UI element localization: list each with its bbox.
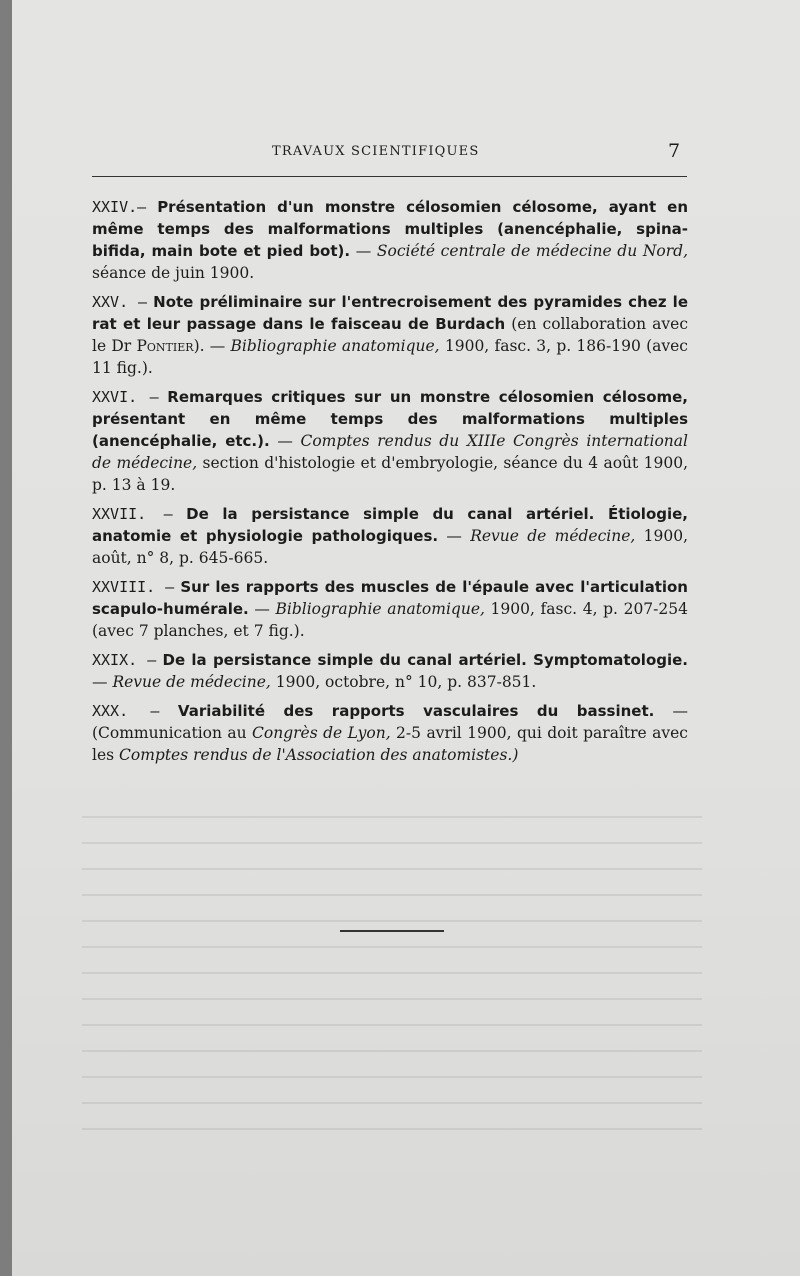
entry-source: Revue de médecine, — [470, 527, 636, 545]
entry-number: XXVIII. — — [92, 578, 175, 596]
entry-number: XXVI. — — [92, 388, 159, 406]
entry-source: Bibliographie anatomique, — [275, 600, 485, 618]
entry-details: 1900, août, n° 8, p. 645-665. — [92, 527, 688, 567]
entry-source-secondary: Comptes rendus de l'Association des anatomistes.) — [119, 746, 519, 764]
entry-details: 1900, fasc. 4, p. 207-254 (avec 7 planches, et 7 fig.). — [92, 600, 688, 640]
entry-source: Comptes rendus du XIIIe Congrès international de médecine, — [92, 432, 688, 472]
list-item: XXV. — Note préliminaire sur l'entrecroisement des pyramides chez le rat et leur passage dans le faisceau de Burdach (en collaboration avec le Dr Pontier). — Bibliographie anatomique, 1900, fasc. 3, p. 186-190 (avec 11 fig.). — [92, 293, 688, 377]
entry-source: Bibliographie anatomique, — [230, 337, 440, 355]
entry-title: Présentation d'un monstre célosomien célosome, ayant en même temps des malformations multiples (anencéphalie, spina-bifida, main bote et pied bot). — [92, 198, 688, 260]
entry-details: section d'histologie et d'embryologie, séance du 4 août 1900, p. 13 à 19. — [92, 454, 688, 494]
page-number: 7 — [668, 140, 681, 162]
entry-source: Revue de médecine, — [112, 673, 271, 691]
entry-number: XXX. — — [92, 702, 160, 720]
header-rule — [92, 176, 687, 177]
list-item: XXVI. — Remarques critiques sur un monstre célosomien célosome, présentant en même temps des malformations multiples (anencéphalie, etc.). — Comptes rendus du XIIIe Congrès international de médecine, section d'histologie et d'embryologie, séance du 4 août 1900, p. 13 à 19. — [92, 388, 689, 494]
entry-title: De la persistance simple du canal artériel. Étiologie, anatomie et physiologie pathologiques. — [92, 505, 689, 545]
entry-source: Congrès de Lyon, — [252, 724, 391, 742]
entry-details: séance de juin 1900. — [92, 264, 255, 282]
entry-title: Variabilité des rapports vasculaires du bassinet. — [159, 702, 655, 720]
entry-title: De la persistance simple du canal artériel. Symptomatologie. — [156, 651, 688, 669]
entry-number: XXIV.— — [92, 198, 147, 216]
entry-collaborator: Pontier — [136, 337, 194, 355]
list-item: XXIV.— Présentation d'un monstre célosomien célosome, ayant en même temps des malformations multiples (anencéphalie, spina-bifida, main bote et pied bot). — Société centrale de médecine du Nord, séance de juin 1900. — [92, 198, 688, 282]
entry-number: XXIX. — — [92, 651, 157, 669]
entry-title: Note préliminaire sur l'entrecroisement des pyramides chez le rat et leur passage dans le faisceau de Burdach — [92, 293, 688, 333]
running-title: TRAVAUX SCIENTIFIQUES — [272, 144, 480, 159]
document-page — [12, 0, 800, 1276]
entry-title: Remarques critiques sur un monstre célosomien célosome, présentant en même temps des malformations multiples (anencéphalie, etc.). — [92, 388, 689, 450]
list-item: XXVIII. — Sur les rapports des muscles de l'épaule avec l'articulation scapulo-humérale. — Bibliographie anatomique, 1900, fasc. 4, p. 207-254 (avec 7 planches, et 7 fig.). — [92, 578, 688, 640]
entry-number: XXVII. — — [92, 505, 173, 523]
list-item: XXIX. — De la persistance simple du canal artériel. Symptomatologie. — Revue de médecine, 1900, octobre, n° 10, p. 837-851. — [92, 651, 688, 691]
page-header — [12, 138, 800, 168]
entry-title: Sur les rapports des muscles de l'épaule avec l'articulation scapulo-humérale. — [92, 578, 688, 618]
entry-details: 1900, octobre, n° 10, p. 837-851. — [270, 673, 537, 691]
entry-details: 1900, fasc. 3, p. 186-190 (avec 11 fig.). — [92, 337, 688, 377]
publication-list — [92, 196, 688, 773]
bleed-through-texture — [82, 800, 702, 1130]
list-item: XXVII. — De la persistance simple du canal artériel. Étiologie, anatomie et physiologie pathologiques. — Revue de médecine, 1900, août, n° 8, p. 645-665. — [92, 505, 689, 567]
list-item: XXX. — Variabilité des rapports vasculaires du bassinet. — (Communication au Congrès de Lyon, 2-5 avril 1900, qui doit paraître avec les Comptes rendus de l'Association des anatomistes.) — [92, 702, 689, 764]
entry-source: Société centrale de médecine du Nord, — [376, 242, 688, 260]
entry-number: XXV. — — [92, 293, 148, 311]
closing-rule — [340, 930, 444, 932]
